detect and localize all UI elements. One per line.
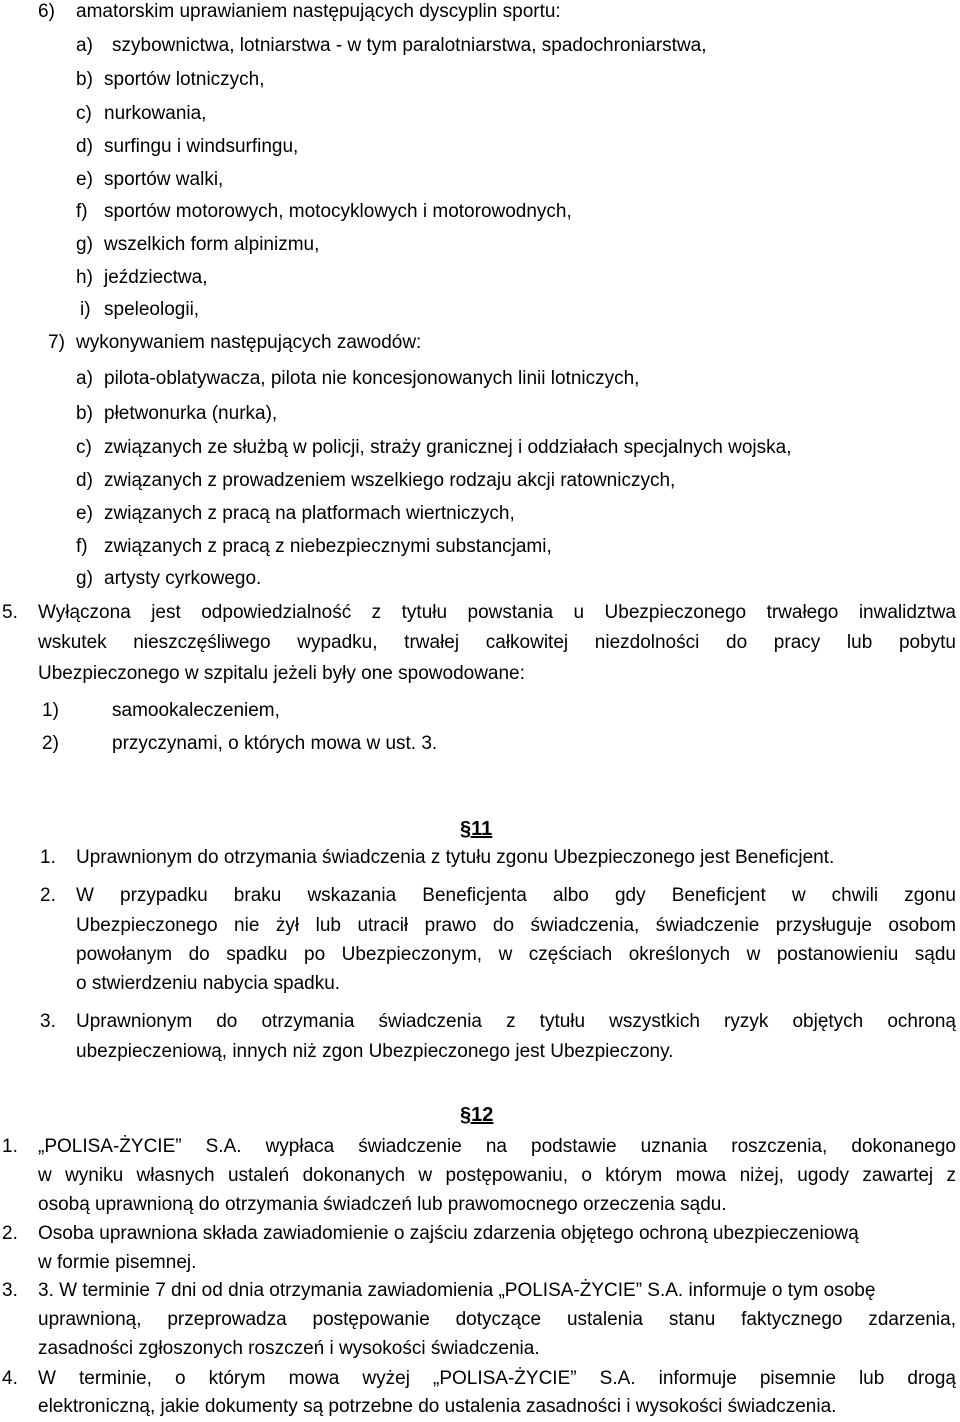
- item-6e-text: sportów walki,: [104, 169, 224, 190]
- s11-item-2-line-2: Ubezpieczonego nie żył lub utracił prawo do świadczenia, świadczenie przysługuje osobom: [76, 915, 956, 936]
- s12-item-2-line-1: Osoba uprawniona składa zawiadomienie o zajściu zdarzenia objętego ochroną ubezpieczeniową: [38, 1223, 859, 1244]
- item-5-line-2: wskutek nieszczęśliwego wypadku, trwałej całkowitej niezdolności do pracy lub pobytu: [38, 632, 956, 653]
- item-5-1-label: 1): [42, 700, 59, 721]
- item-7a-label: a): [76, 368, 93, 389]
- item-6c-text: nurkowania,: [104, 103, 207, 124]
- item-6a-label: a): [76, 35, 93, 56]
- item-7g-label: g): [76, 568, 93, 589]
- item-7e-label: e): [76, 503, 93, 524]
- s12-item-1-line-3: osobą uprawnioną do otrzymania świadczeń lub prawomocnego orzeczenia sądu.: [38, 1194, 727, 1215]
- item-6g-text: wszelkich form alpinizmu,: [104, 234, 320, 255]
- s11-item-2-line-3: powołanym do spadku po Ubezpieczonym, w częściach określonych w postanowieniu sądu: [76, 944, 956, 965]
- s12-item-1-label: 1.: [2, 1136, 18, 1157]
- item-5-line-1: Wyłączona jest odpowiedzialność z tytułu powstania u Ubezpieczonego trwałego inwalidztwa: [38, 602, 956, 623]
- item-7f-label: f): [76, 536, 88, 557]
- s12-item-1-line-2: w wyniku własnych ustaleń dokonanych w postępowaniu, o którym mowa niżej, ugody zawartej z: [38, 1165, 956, 1186]
- item-7b-label: b): [76, 403, 93, 424]
- s12-item-2-line-2: w formie pisemnej.: [38, 1252, 197, 1273]
- item-7f-text: związanych z pracą z niebezpiecznymi substancjami,: [104, 536, 552, 557]
- s12-item-3-label: 3.: [2, 1280, 18, 1301]
- s12-item-1-line-1: „POLISA-ŻYCIE” S.A. wypłaca świadczenie na podstawie uznania roszczenia, dokonanego: [38, 1136, 956, 1157]
- s11-item-3-line-1: Uprawnionym do otrzymania świadczenia z tytułu wszystkich ryzyk objętych ochroną: [76, 1011, 956, 1032]
- item-5-line-3: Ubezpieczonego w szpitalu jeżeli były one spowodowane:: [38, 663, 525, 684]
- s12-item-4-line-1: W terminie, o którym mowa wyżej „POLISA-ŻYCIE” S.A. informuje pisemnie lub drogą: [38, 1368, 956, 1389]
- item-6i-label: i): [80, 299, 91, 320]
- s12-item-4-label: 4.: [2, 1368, 18, 1389]
- item-6d-text: surfingu i windsurfingu,: [104, 136, 299, 157]
- s11-item-1-label: 1.: [40, 847, 56, 868]
- section-11-heading: [460, 817, 492, 841]
- item-7d-text: związanych z prowadzeniem wszelkiego rodzaju akcji ratowniczych,: [104, 470, 676, 491]
- item-5-2-text: przyczynami, o których mowa w ust. 3.: [112, 733, 438, 754]
- item-6a-text: szybownictwa, lotniarstwa - w tym paralotniarstwa, spadochroniarstwa,: [112, 35, 707, 56]
- s12-item-3-line-3: zasadności zgłoszonych roszczeń i wysokości świadczenia.: [38, 1338, 540, 1359]
- item-6f-text: sportów motorowych, motocyklowych i motorowodnych,: [104, 201, 572, 222]
- s11-item-3-label: 3.: [40, 1011, 56, 1032]
- item-7a-text: pilota-oblatywacza, pilota nie koncesjonowanych linii lotniczych,: [104, 368, 640, 389]
- item-6f-label: f): [76, 201, 88, 222]
- s12-item-3-line-1: 3. W terminie 7 dni od dnia otrzymania zawiadomienia „POLISA-ŻYCIE” S.A. informuje o tym osobę: [38, 1280, 876, 1301]
- item-6b-text: sportów lotniczych,: [104, 69, 265, 90]
- item-6c-label: c): [76, 103, 92, 124]
- item-7b-text: płetwonurka (nurka),: [104, 403, 278, 424]
- s11-item-2-line-1: W przypadku braku wskazania Beneficjenta albo gdy Beneficjent w chwili zgonu: [76, 885, 956, 906]
- item-5-1-text: samookaleczeniem,: [112, 700, 280, 721]
- item-7-label: 7): [48, 332, 65, 353]
- item-5-2-label: 2): [42, 733, 59, 754]
- item-5-label: 5.: [2, 602, 18, 623]
- item-7d-label: d): [76, 470, 93, 491]
- item-6i-text: speleologii,: [104, 299, 200, 320]
- item-6-text: amatorskim uprawianiem następujących dyscyplin sportu:: [76, 1, 561, 22]
- s12-item-2-label: 2.: [2, 1223, 18, 1244]
- item-6-label: 6): [38, 1, 55, 22]
- item-7c-text: związanych ze służbą w policji, straży granicznej i oddziałach specjalnych wojska,: [104, 437, 792, 458]
- s12-item-4-line-2: elektroniczną, jakie dokumenty są potrzebne do ustalenia zasadności i wysokości świadczenia.: [38, 1396, 837, 1417]
- s11-item-2-label: 2.: [40, 885, 56, 906]
- section-12-heading: [460, 1103, 493, 1127]
- item-6h-text: jeździectwa,: [104, 267, 208, 288]
- s12-item-3-line-2: uprawnioną, przeprowadza postępowanie dotyczące ustalenia stanu faktycznego zdarzenia,: [38, 1309, 956, 1330]
- section-number: 11: [471, 818, 493, 840]
- section-number: 12: [471, 1104, 494, 1126]
- item-7g-text: artysty cyrkowego.: [104, 568, 262, 589]
- item-7-text: wykonywaniem następujących zawodów:: [76, 332, 422, 353]
- s11-item-3-line-2: ubezpieczeniową, innych niż zgon Ubezpieczonego jest Ubezpieczony.: [76, 1041, 674, 1062]
- item-6d-label: d): [76, 136, 93, 157]
- section-symbol: §: [460, 818, 472, 840]
- section-symbol: §: [460, 1104, 472, 1126]
- item-7e-text: związanych z pracą na platformach wiertniczych,: [104, 503, 515, 524]
- item-6b-label: b): [76, 69, 93, 90]
- item-6h-label: h): [76, 267, 93, 288]
- item-6e-label: e): [76, 169, 93, 190]
- item-7c-label: c): [76, 437, 92, 458]
- s11-item-2-line-4: o stwierdzeniu nabycia spadku.: [76, 973, 341, 994]
- s11-item-1-line-1: Uprawnionym do otrzymania świadczenia z tytułu zgonu Ubezpieczonego jest Beneficjent.: [76, 847, 835, 868]
- item-6g-label: g): [76, 234, 93, 255]
